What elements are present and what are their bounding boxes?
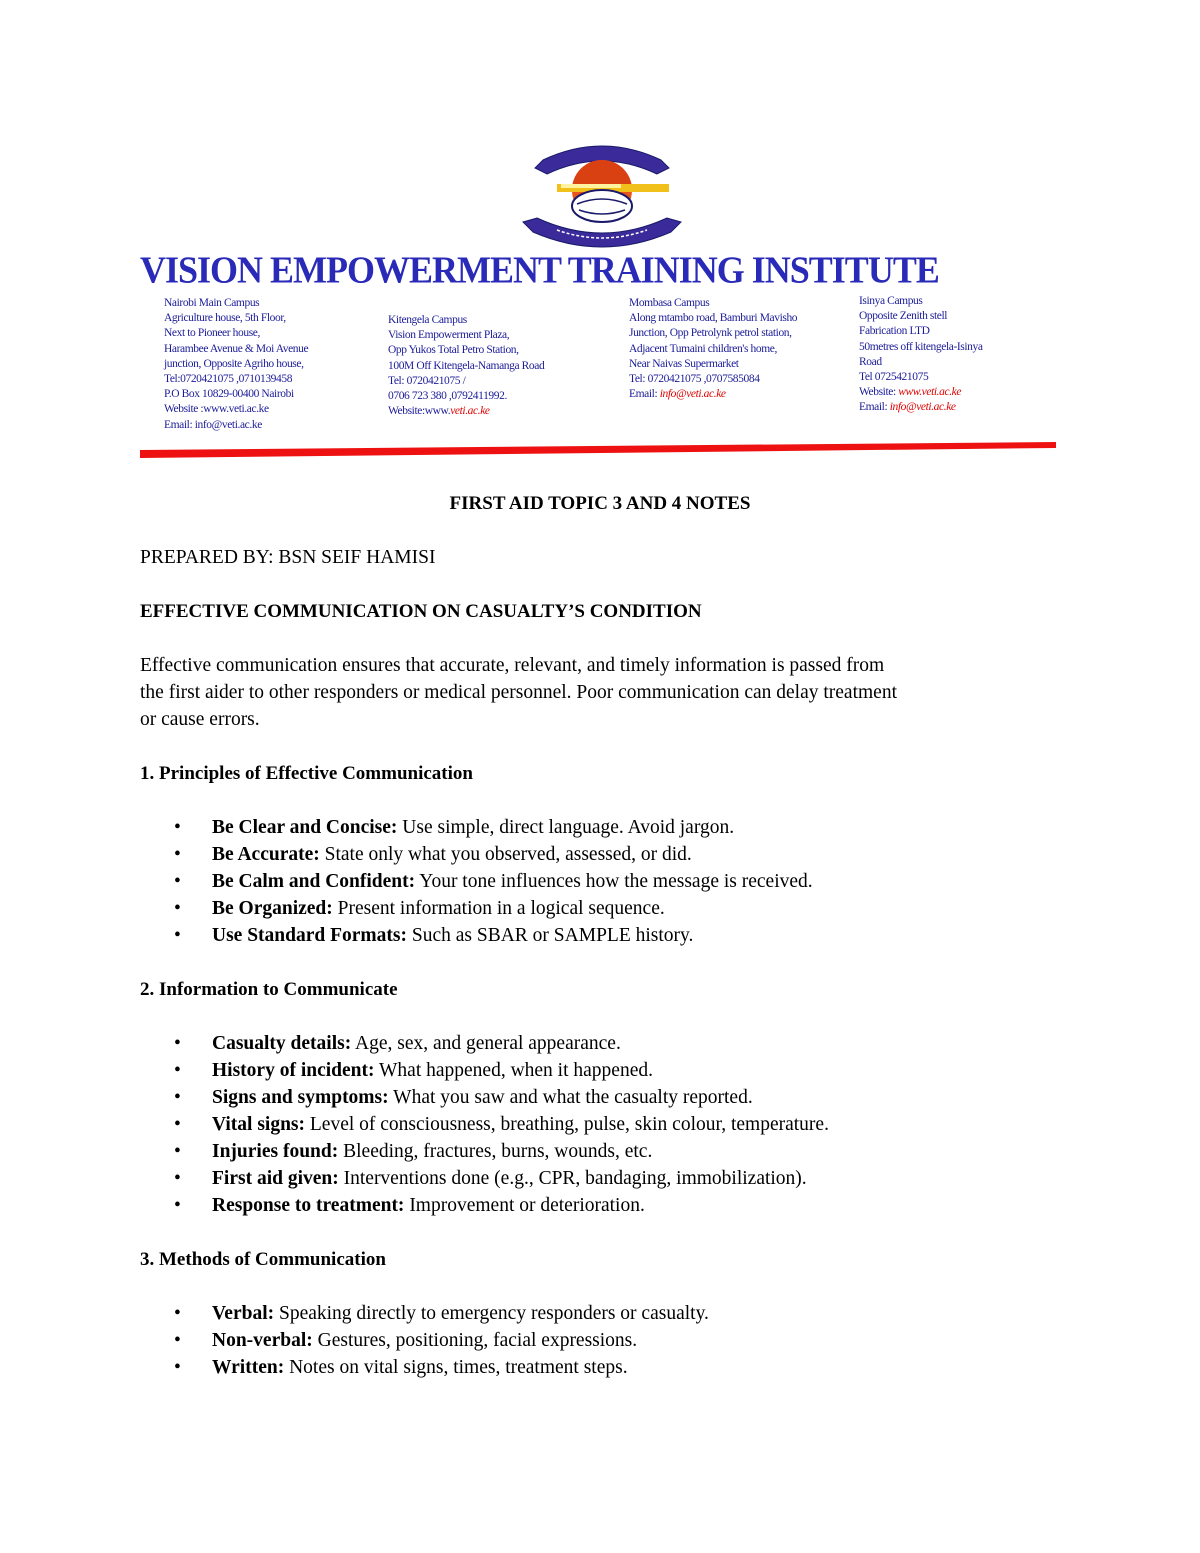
- campus-line: Nairobi Main Campus: [164, 297, 260, 309]
- item-term: Verbal:: [212, 1303, 275, 1324]
- bullet-icon: •: [174, 1303, 181, 1324]
- campus-kitengela: [388, 313, 544, 419]
- bullet-icon: •: [174, 1060, 181, 1081]
- campus-email[interactable]: [629, 387, 797, 402]
- subsection-heading: 2. Information to Communicate: [140, 979, 398, 1000]
- campus-isinya: [859, 294, 983, 416]
- list-item: [140, 1030, 1060, 1057]
- item-term: Written:: [212, 1357, 285, 1378]
- item-text: What happened, when it happened.: [374, 1060, 653, 1081]
- campus-line: Tel: 0720421075 ,0707585084: [629, 373, 760, 386]
- item-term: Signs and symptoms:: [212, 1087, 389, 1108]
- campus-line: Tel:0720421075 ,0710139458: [164, 373, 293, 386]
- item-text: What you saw and what the casualty reported.: [388, 1087, 753, 1108]
- campus-line: Near Naivas Supermarket: [629, 357, 739, 370]
- item-text: Bleeding, fractures, burns, wounds, etc.: [338, 1141, 653, 1162]
- list-item: [140, 1192, 1060, 1219]
- item-text: Notes on vital signs, times, treatment steps.: [284, 1357, 628, 1378]
- intro-line: the first aider to other responders or medical personnel. Poor communication can delay treatment: [140, 682, 897, 703]
- bullet-icon: •: [174, 925, 181, 946]
- campus-line: P.O Box 10829-00400 Nairobi: [164, 388, 294, 401]
- document-body: [140, 490, 1060, 1381]
- item-term: Injuries found:: [212, 1141, 339, 1162]
- campus-line: Agriculture house, 5th Floor,: [164, 312, 286, 325]
- email-link[interactable]: info@veti.ac.ke: [659, 388, 726, 401]
- campus-line: Harambee Avenue & Moi Avenue: [164, 342, 309, 355]
- campus-line: Along mtambo road, Bamburi Mavisho: [629, 312, 798, 325]
- bullet-list: [140, 1300, 1060, 1381]
- campus-mombasa: [629, 296, 797, 402]
- campus-line: Isinya Campus: [859, 295, 923, 307]
- document-title: FIRST AID TOPIC 3 AND 4 NOTES: [449, 493, 751, 514]
- item-term: History of incident:: [212, 1060, 375, 1081]
- list-item: [140, 895, 1060, 922]
- item-text: Level of consciousness, breathing, pulse, skin colour, temperature.: [305, 1114, 829, 1135]
- bullet-icon: •: [174, 1087, 181, 1108]
- campus-email[interactable]: Email: info@veti.ac.ke: [164, 418, 262, 431]
- campus-line: Fabrication LTD: [859, 325, 930, 338]
- campus-line: Mombasa Campus: [629, 297, 710, 309]
- list-item: [140, 1057, 1060, 1084]
- item-text: Speaking directly to emergency responders or casualty.: [274, 1303, 709, 1324]
- vision-logo: [517, 138, 687, 250]
- campus-line: Junction, Opp Petrolynk petrol station,: [629, 327, 792, 340]
- item-term: Be Organized:: [212, 898, 333, 919]
- item-term: Be Accurate:: [212, 844, 320, 865]
- website-link[interactable]: veti.ac.ke: [450, 405, 490, 418]
- campus-line: Vision Empowerment Plaza,: [388, 329, 510, 342]
- item-term: Non-verbal:: [212, 1330, 313, 1351]
- item-term: First aid given:: [212, 1168, 339, 1189]
- campus-email[interactable]: [859, 400, 983, 415]
- list-item: [140, 1354, 1060, 1381]
- campus-line: Road: [859, 355, 882, 368]
- item-text: State only what you observed, assessed, or did.: [319, 844, 692, 865]
- email-link[interactable]: info@veti.ac.ke: [889, 401, 956, 414]
- campus-line: junction, Opposite Agriho house,: [164, 357, 304, 370]
- campus-line: Opposite Zenith stell: [859, 310, 948, 323]
- item-term: Be Calm and Confident:: [212, 871, 416, 892]
- subsection-heading: 3. Methods of Communication: [140, 1249, 386, 1270]
- item-term: Use Standard Formats:: [212, 925, 407, 946]
- campus-line: Kitengela Campus: [388, 314, 467, 326]
- website-label: Website:www.: [388, 405, 451, 418]
- campus-line: 100M Off Kitengela-Namanga Road: [388, 359, 545, 372]
- item-term: Vital signs:: [212, 1114, 305, 1135]
- campus-line: 0706 723 380 ,0792411992.: [388, 390, 507, 403]
- bullet-icon: •: [174, 1114, 181, 1135]
- item-text: Such as SBAR or SAMPLE history.: [407, 925, 694, 946]
- item-text: Use simple, direct language. Avoid jargon.: [397, 817, 735, 838]
- bullet-icon: •: [174, 1195, 181, 1216]
- subsection-heading: 1. Principles of Effective Communication: [140, 763, 473, 784]
- bullet-icon: •: [174, 1033, 181, 1054]
- campus-line: Tel: 0720421075 /: [388, 374, 466, 387]
- item-text: Improvement or deterioration.: [404, 1195, 645, 1216]
- header-divider: [140, 438, 1056, 460]
- item-term: Casualty details:: [212, 1033, 352, 1054]
- bullet-icon: •: [174, 1357, 181, 1378]
- website-label: Website:: [859, 386, 899, 399]
- intro-line: or cause errors.: [140, 709, 260, 730]
- institute-name: VISION EMPOWERMENT TRAINING INSTITUTE: [140, 249, 939, 292]
- email-label: Email:: [629, 388, 660, 401]
- bullet-icon: •: [174, 1141, 181, 1162]
- campus-website[interactable]: [388, 404, 544, 419]
- bullet-icon: •: [174, 1330, 181, 1351]
- bullet-icon: •: [174, 817, 181, 838]
- bullet-list: [140, 814, 1060, 949]
- list-item: [140, 841, 1060, 868]
- item-text: Your tone influences how the message is received.: [415, 871, 813, 892]
- section-heading: EFFECTIVE COMMUNICATION ON CASUALTY’S CONDITION: [140, 601, 702, 622]
- list-item: [140, 868, 1060, 895]
- bullet-icon: •: [174, 898, 181, 919]
- item-text: Gestures, positioning, facial expressions.: [312, 1330, 638, 1351]
- bullet-list: [140, 1030, 1060, 1219]
- campus-line: 50metres off kitengela-Isinya: [859, 340, 983, 353]
- list-item: [140, 1138, 1060, 1165]
- list-item: [140, 1327, 1060, 1354]
- list-item: [140, 1165, 1060, 1192]
- list-item: [140, 922, 1060, 949]
- prepared-by: PREPARED BY: BSN SEIF HAMISI: [140, 547, 436, 568]
- bullet-icon: •: [174, 1168, 181, 1189]
- campus-website[interactable]: Website :www.veti.ac.ke: [164, 403, 269, 416]
- item-text: Present information in a logical sequence.: [332, 898, 665, 919]
- item-text: Interventions done (e.g., CPR, bandaging, immobilization).: [338, 1168, 807, 1189]
- item-term: Response to treatment:: [212, 1195, 405, 1216]
- campus-line: Opp Yukos Total Petro Station,: [388, 344, 519, 357]
- item-term: Be Clear and Concise:: [212, 817, 398, 838]
- campus-line: Tel 0725421075: [859, 371, 929, 384]
- item-text: Age, sex, and general appearance.: [351, 1033, 621, 1054]
- website-link[interactable]: www.veti.ac.ke: [898, 386, 962, 399]
- email-label: Email:: [859, 401, 890, 414]
- bullet-icon: •: [174, 871, 181, 892]
- campus-line: Adjacent Tumaini children's home,: [629, 342, 777, 355]
- bullet-icon: •: [174, 844, 181, 865]
- list-item: [140, 814, 1060, 841]
- campus-website[interactable]: [859, 385, 983, 400]
- intro-line: Effective communication ensures that accurate, relevant, and timely information is passed from: [140, 655, 885, 676]
- list-item: [140, 1111, 1060, 1138]
- campus-line: Next to Pioneer house,: [164, 327, 260, 340]
- list-item: [140, 1084, 1060, 1111]
- list-item: [140, 1300, 1060, 1327]
- campus-nairobi: [164, 296, 308, 433]
